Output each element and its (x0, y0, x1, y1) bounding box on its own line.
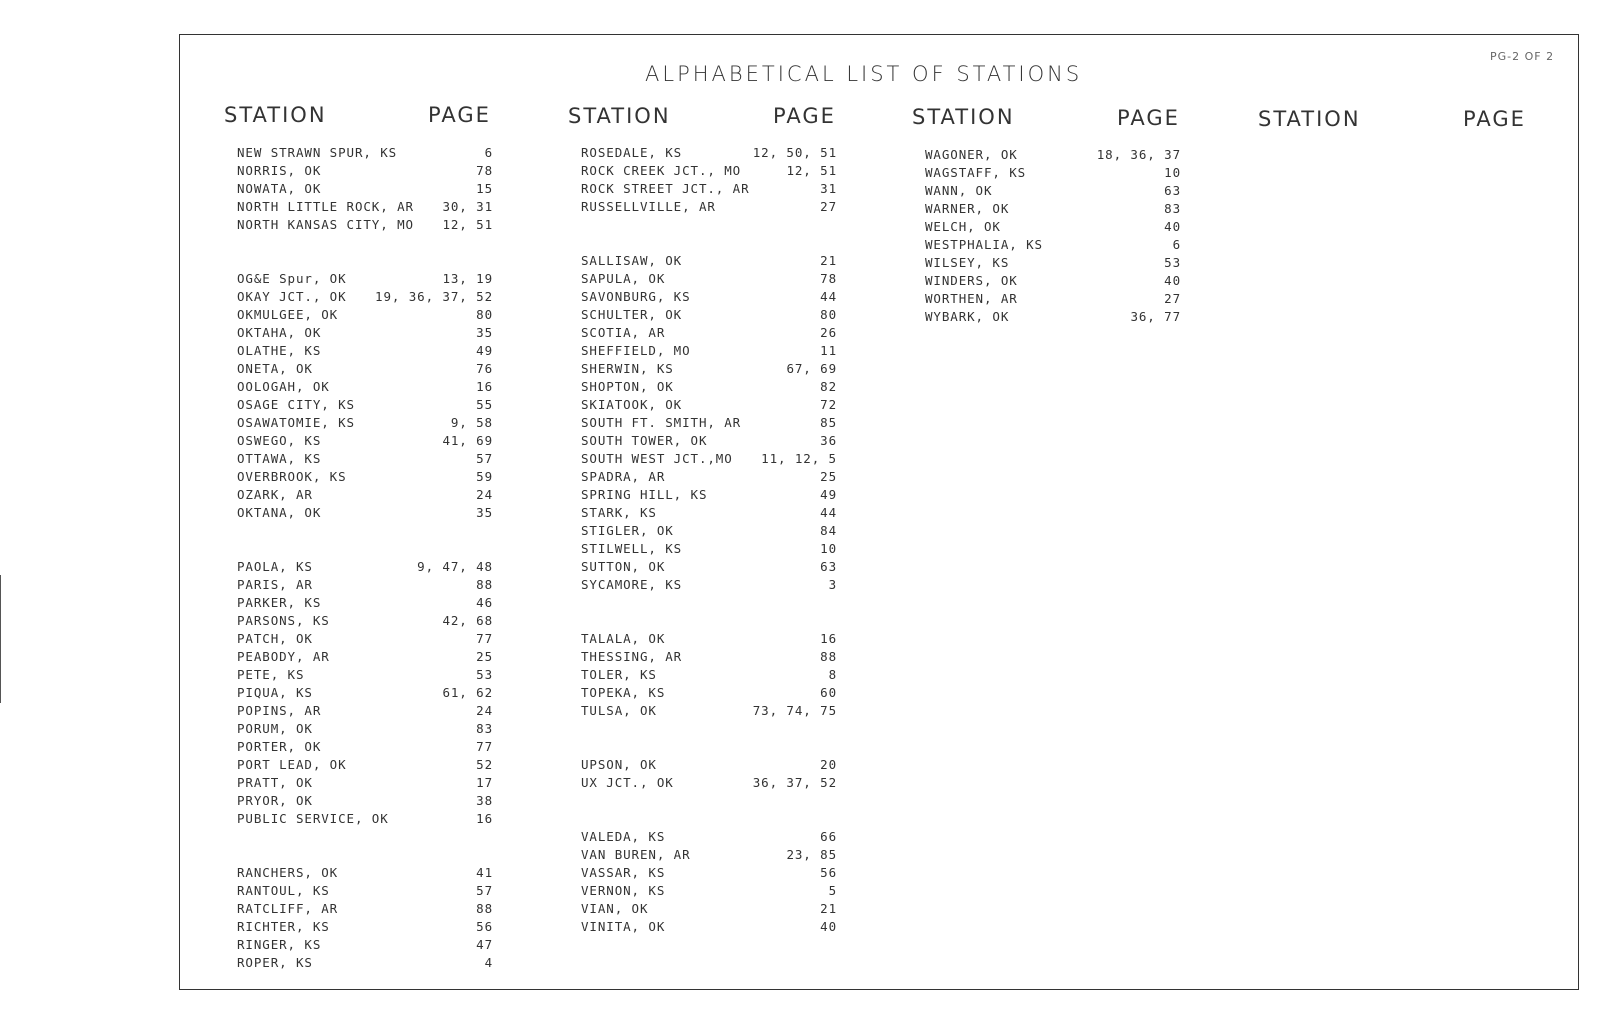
station-pages: 30, 31 (442, 199, 493, 214)
station-row (237, 631, 493, 649)
station-pages: 88 (476, 577, 493, 592)
station-row (237, 325, 493, 343)
station-name: SOUTH TOWER, OK (581, 433, 708, 448)
station-name: RATCLIFF, AR (237, 901, 339, 916)
station-pages: 11, 12, 5 (761, 451, 837, 466)
station-pages: 31 (820, 181, 837, 196)
station-row (581, 865, 837, 883)
station-pages: 25 (476, 649, 493, 664)
page-number: PG-2 OF 2 (1490, 50, 1555, 63)
station-pages: 42, 68 (442, 613, 493, 628)
station-row (581, 487, 837, 505)
letter-group-gap (237, 523, 493, 559)
station-name: SHOPTON, OK (581, 379, 674, 394)
station-name: SALLISAW, OK (581, 253, 683, 268)
station-pages: 78 (820, 271, 837, 286)
station-row (237, 361, 493, 379)
station-pages: 57 (476, 883, 493, 898)
station-pages: 59 (476, 469, 493, 484)
station-row (237, 397, 493, 415)
station-name: PUBLIC SERVICE, OK (237, 811, 389, 826)
station-name: OOLOGAH, OK (237, 379, 330, 394)
station-pages: 35 (476, 325, 493, 340)
station-pages: 40 (1164, 273, 1181, 288)
station-row (237, 757, 493, 775)
station-row (237, 613, 493, 631)
station-row (581, 541, 837, 559)
station-name: WINDERS, OK (925, 273, 1018, 288)
station-name: VINITA, OK (581, 919, 666, 934)
station-pages: 80 (820, 307, 837, 322)
station-pages: 6 (1172, 237, 1181, 252)
header-page-2: PAGE (773, 104, 836, 128)
station-pages: 23, 85 (786, 847, 837, 862)
station-name: WORTHEN, AR (925, 291, 1018, 306)
station-pages: 56 (820, 865, 837, 880)
header-station-3: STATION (912, 105, 1015, 129)
station-row (237, 271, 493, 289)
station-row (581, 199, 837, 217)
station-name: VIAN, OK (581, 901, 649, 916)
station-row (581, 433, 837, 451)
station-row (237, 379, 493, 397)
station-name: WARNER, OK (925, 201, 1010, 216)
station-name: PIQUA, KS (237, 685, 313, 700)
station-name: WAGONER, OK (925, 147, 1018, 162)
station-pages: 77 (476, 739, 493, 754)
station-name: NORRIS, OK (237, 163, 322, 178)
station-row (581, 163, 837, 181)
station-pages: 55 (476, 397, 493, 412)
station-name: STIGLER, OK (581, 523, 674, 538)
station-name: OZARK, AR (237, 487, 313, 502)
station-pages: 83 (476, 721, 493, 736)
letter-group-gap (581, 793, 837, 829)
station-name: PRYOR, OK (237, 793, 313, 808)
station-column-2 (581, 145, 837, 937)
station-row (237, 469, 493, 487)
station-row (581, 901, 837, 919)
station-name: RINGER, KS (237, 937, 322, 952)
station-name: SOUTH FT. SMITH, AR (581, 415, 742, 430)
station-row (581, 307, 837, 325)
station-name: RANCHERS, OK (237, 865, 339, 880)
station-row (237, 145, 493, 163)
station-pages: 63 (820, 559, 837, 574)
station-name: OKTANA, OK (237, 505, 322, 520)
letter-group-gap (581, 595, 837, 631)
station-pages: 40 (820, 919, 837, 934)
header-page-1: PAGE (428, 103, 491, 127)
station-row (237, 451, 493, 469)
station-row (237, 721, 493, 739)
station-row (581, 325, 837, 343)
station-pages: 83 (1164, 201, 1181, 216)
station-row (925, 273, 1181, 291)
station-pages: 26 (820, 325, 837, 340)
station-row (925, 291, 1181, 309)
station-column-3 (925, 147, 1181, 327)
station-name: OKMULGEE, OK (237, 307, 339, 322)
station-name: OLATHE, KS (237, 343, 322, 358)
station-pages: 9, 47, 48 (417, 559, 493, 574)
station-row (581, 667, 837, 685)
station-name: SUTTON, OK (581, 559, 666, 574)
header-station-2: STATION (568, 104, 671, 128)
station-name: OSWEGO, KS (237, 433, 322, 448)
station-name: SCHULTER, OK (581, 307, 683, 322)
station-row (581, 847, 837, 865)
station-name: SKIATOOK, OK (581, 397, 683, 412)
station-row (237, 955, 493, 973)
station-name: WILSEY, KS (925, 255, 1010, 270)
station-row (237, 577, 493, 595)
station-name: OKTAHA, OK (237, 325, 322, 340)
station-pages: 47 (476, 937, 493, 952)
station-row (925, 237, 1181, 255)
station-name: UPSON, OK (581, 757, 657, 772)
station-pages: 12, 50, 51 (752, 145, 837, 160)
station-pages: 56 (476, 919, 493, 934)
station-row (237, 667, 493, 685)
station-pages: 4 (484, 955, 493, 970)
station-name: PEABODY, AR (237, 649, 330, 664)
station-pages: 49 (476, 343, 493, 358)
station-row (581, 181, 837, 199)
station-row (237, 433, 493, 451)
station-row (581, 559, 837, 577)
station-pages: 46 (476, 595, 493, 610)
station-name: NOWATA, OK (237, 181, 322, 196)
station-pages: 6 (484, 145, 493, 160)
station-name: OKAY JCT., OK (237, 289, 347, 304)
station-pages: 36 (820, 433, 837, 448)
station-pages: 41 (476, 865, 493, 880)
station-name: ROCK STREET JCT., AR (581, 181, 750, 196)
station-row (581, 649, 837, 667)
station-pages: 19, 36, 37, 52 (375, 289, 493, 304)
station-name: OSAWATOMIE, KS (237, 415, 355, 430)
letter-group-gap (237, 235, 493, 271)
station-name: SPADRA, AR (581, 469, 666, 484)
station-name: RUSSELLVILLE, AR (581, 199, 716, 214)
station-name: STILWELL, KS (581, 541, 683, 556)
station-name: OG&E Spur, OK (237, 271, 347, 286)
station-name: TULSA, OK (581, 703, 657, 718)
header-page-3: PAGE (1117, 106, 1180, 130)
header-station-1: STATION (224, 103, 327, 127)
station-row (925, 255, 1181, 273)
station-pages: 57 (476, 451, 493, 466)
station-name: NORTH LITTLE ROCK, AR (237, 199, 414, 214)
station-pages: 35 (476, 505, 493, 520)
station-pages: 27 (820, 199, 837, 214)
station-pages: 5 (828, 883, 837, 898)
station-pages: 8 (828, 667, 837, 682)
station-row (237, 199, 493, 217)
station-row (237, 703, 493, 721)
station-row (237, 487, 493, 505)
station-pages: 60 (820, 685, 837, 700)
station-name: VASSAR, KS (581, 865, 666, 880)
station-pages: 9, 58 (450, 415, 493, 430)
station-name: TALALA, OK (581, 631, 666, 646)
station-row (581, 469, 837, 487)
station-row (237, 289, 493, 307)
station-pages: 88 (476, 901, 493, 916)
station-pages: 61, 62 (442, 685, 493, 700)
station-row (925, 309, 1181, 327)
station-name: TOPEKA, KS (581, 685, 666, 700)
station-name: OTTAWA, KS (237, 451, 322, 466)
station-row (581, 145, 837, 163)
station-row (581, 505, 837, 523)
station-pages: 44 (820, 289, 837, 304)
station-row (237, 919, 493, 937)
station-pages: 52 (476, 757, 493, 772)
station-row (237, 811, 493, 829)
station-row (925, 201, 1181, 219)
station-row (581, 919, 837, 937)
station-name: STARK, KS (581, 505, 657, 520)
station-name: PORTER, OK (237, 739, 322, 754)
station-row (581, 271, 837, 289)
station-name: ROCK CREEK JCT., MO (581, 163, 742, 178)
station-pages: 27 (1164, 291, 1181, 306)
station-pages: 53 (1164, 255, 1181, 270)
station-row (237, 505, 493, 523)
station-row (925, 147, 1181, 165)
station-row (237, 865, 493, 883)
station-name: PAOLA, KS (237, 559, 313, 574)
station-pages: 17 (476, 775, 493, 790)
station-row (581, 577, 837, 595)
station-row (237, 559, 493, 577)
station-pages: 12, 51 (786, 163, 837, 178)
station-name: WESTPHALIA, KS (925, 237, 1043, 252)
station-pages: 73, 74, 75 (752, 703, 837, 718)
station-row (237, 415, 493, 433)
station-name: WAGSTAFF, KS (925, 165, 1027, 180)
station-name: PARIS, AR (237, 577, 313, 592)
station-pages: 80 (476, 307, 493, 322)
station-name: PORT LEAD, OK (237, 757, 347, 772)
station-row (237, 163, 493, 181)
station-row (237, 793, 493, 811)
station-pages: 88 (820, 649, 837, 664)
station-name: WYBARK, OK (925, 309, 1010, 324)
station-name: SCOTIA, AR (581, 325, 666, 340)
header-page-4: PAGE (1463, 107, 1526, 131)
station-row (581, 829, 837, 847)
station-pages: 15 (476, 181, 493, 196)
station-row (581, 703, 837, 721)
station-row (237, 307, 493, 325)
station-row (581, 343, 837, 361)
station-name: SPRING HILL, KS (581, 487, 708, 502)
station-row (925, 165, 1181, 183)
station-pages: 44 (820, 505, 837, 520)
station-name: PORUM, OK (237, 721, 313, 736)
station-column-1 (237, 145, 493, 973)
station-row (237, 775, 493, 793)
station-name: OVERBROOK, KS (237, 469, 347, 484)
station-name: ROPER, KS (237, 955, 313, 970)
station-name: WELCH, OK (925, 219, 1001, 234)
station-pages: 18, 36, 37 (1096, 147, 1181, 162)
station-name: PARKER, KS (237, 595, 322, 610)
station-pages: 16 (476, 811, 493, 826)
station-row (237, 217, 493, 235)
station-row (237, 937, 493, 955)
station-pages: 21 (820, 901, 837, 916)
station-pages: 53 (476, 667, 493, 682)
station-pages: 84 (820, 523, 837, 538)
station-name: SOUTH WEST JCT.,MO (581, 451, 733, 466)
station-row (581, 631, 837, 649)
station-pages: 78 (476, 163, 493, 178)
station-name: PETE, KS (237, 667, 305, 682)
header-station-4: STATION (1258, 107, 1361, 131)
station-row (237, 883, 493, 901)
station-row (925, 183, 1181, 201)
station-name: RANTOUL, KS (237, 883, 330, 898)
page-title: ALPHABETICAL LIST OF STATIONS (645, 62, 1083, 86)
station-row (581, 415, 837, 433)
station-name: TOLER, KS (581, 667, 657, 682)
letter-group-gap (581, 217, 837, 253)
station-name: VALEDA, KS (581, 829, 666, 844)
station-pages: 77 (476, 631, 493, 646)
station-pages: 82 (820, 379, 837, 394)
letter-group-gap (237, 829, 493, 865)
station-row (581, 289, 837, 307)
station-name: ROSEDALE, KS (581, 145, 683, 160)
station-name: RICHTER, KS (237, 919, 330, 934)
station-name: NEW STRAWN SPUR, KS (237, 145, 398, 160)
station-row (581, 757, 837, 775)
station-name: SYCAMORE, KS (581, 577, 683, 592)
station-pages: 10 (820, 541, 837, 556)
station-name: UX JCT., OK (581, 775, 674, 790)
station-pages: 24 (476, 487, 493, 502)
station-name: PARSONS, KS (237, 613, 330, 628)
station-row (581, 883, 837, 901)
station-pages: 76 (476, 361, 493, 376)
station-row (581, 397, 837, 415)
station-name: SHERWIN, KS (581, 361, 674, 376)
station-row (581, 775, 837, 793)
station-pages: 85 (820, 415, 837, 430)
station-row (237, 649, 493, 667)
station-pages: 40 (1164, 219, 1181, 234)
station-row (925, 219, 1181, 237)
station-row (581, 685, 837, 703)
station-pages: 13, 19 (442, 271, 493, 286)
station-pages: 20 (820, 757, 837, 772)
station-pages: 38 (476, 793, 493, 808)
station-pages: 63 (1164, 183, 1181, 198)
station-name: VERNON, KS (581, 883, 666, 898)
station-name: OSAGE CITY, KS (237, 397, 355, 412)
station-name: WANN, OK (925, 183, 993, 198)
station-name: SAPULA, OK (581, 271, 666, 286)
station-pages: 66 (820, 829, 837, 844)
station-pages: 16 (820, 631, 837, 646)
station-row (237, 685, 493, 703)
station-name: SHEFFIELD, MO (581, 343, 691, 358)
station-pages: 49 (820, 487, 837, 502)
station-row (581, 253, 837, 271)
station-row (237, 595, 493, 613)
station-pages: 36, 77 (1130, 309, 1181, 324)
station-row (237, 181, 493, 199)
station-name: ONETA, OK (237, 361, 313, 376)
station-name: PRATT, OK (237, 775, 313, 790)
station-row (237, 901, 493, 919)
station-pages: 12, 51 (442, 217, 493, 232)
station-pages: 72 (820, 397, 837, 412)
station-pages: 10 (1164, 165, 1181, 180)
station-pages: 3 (828, 577, 837, 592)
station-pages: 11 (820, 343, 837, 358)
station-row (237, 739, 493, 757)
station-pages: 25 (820, 469, 837, 484)
station-pages: 41, 69 (442, 433, 493, 448)
station-row (581, 523, 837, 541)
station-row (581, 361, 837, 379)
letter-group-gap (581, 721, 837, 757)
station-pages: 36, 37, 52 (752, 775, 837, 790)
station-name: SAVONBURG, KS (581, 289, 691, 304)
station-row (581, 379, 837, 397)
station-pages: 67, 69 (786, 361, 837, 376)
station-name: PATCH, OK (237, 631, 313, 646)
left-edge-mark (0, 575, 1, 703)
station-name: NORTH KANSAS CITY, MO (237, 217, 414, 232)
station-row (237, 343, 493, 361)
station-pages: 24 (476, 703, 493, 718)
station-name: POPINS, AR (237, 703, 322, 718)
station-pages: 16 (476, 379, 493, 394)
station-pages: 21 (820, 253, 837, 268)
station-row (581, 451, 837, 469)
station-name: VAN BUREN, AR (581, 847, 691, 862)
station-name: THESSING, AR (581, 649, 683, 664)
